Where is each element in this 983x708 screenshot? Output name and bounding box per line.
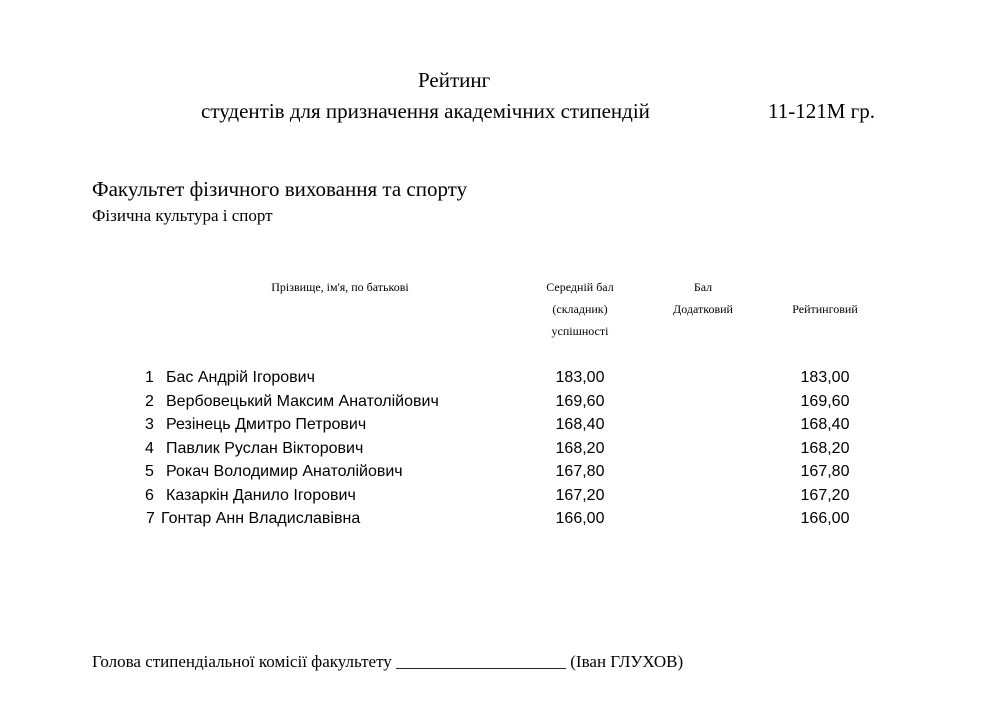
table-row [0,416,983,440]
rating-table-body [0,369,983,534]
table-row [0,487,983,511]
student-name: Гонтар Анн Владиславівна [161,510,361,527]
column-header-average-line3: успішності [551,324,609,338]
average-score: 166,00 [555,510,605,527]
group-label: 11-121М гр. [768,99,875,123]
table-row [0,393,983,417]
row-number: 3 [145,416,154,433]
rating-score: 168,40 [800,416,850,433]
row-number: 2 [145,392,154,410]
row-number: 4 [145,439,154,457]
commission-signature-line: Голова стипендіальної комісії факультету ____________________ (Іван ГЛУХОВ) [92,652,684,671]
average-score: 167,20 [555,486,605,504]
rating-score: 168,20 [800,439,850,457]
row-number: 1 [145,369,154,386]
average-score: 168,40 [555,416,605,433]
table-row [0,440,983,464]
rating-score: 167,20 [800,486,850,504]
specialty-name: Фізична культура і спорт [92,206,273,225]
average-score: 183,00 [555,369,605,386]
column-header-name-text: Прізвище, ім'я, по батькові [271,280,409,294]
student-name: Резінець Дмитро Петрович [166,416,367,433]
student-name: Вербовецький Максим Анатолійович [166,392,439,410]
average-score: 169,60 [555,392,605,410]
row-number: 6 [145,486,154,504]
column-header-average [520,276,640,342]
column-header-bonus-line1: Бал [693,280,713,294]
rating-score: 169,60 [800,392,850,410]
column-header-name [240,276,440,298]
rating-score: 183,00 [800,369,850,386]
column-header-average-line1: Середній бал [546,280,614,294]
row-number: 7 [146,510,155,527]
rating-score: 167,80 [800,463,850,480]
column-header-rating [775,298,875,320]
student-name: Казаркін Данило Ігорович [166,486,356,504]
average-score: 167,80 [555,463,605,480]
document-subtitle: студентів для призначення академічних стипендій [201,99,650,123]
column-header-bonus-line2: Додатковий [673,302,733,316]
table-row [0,369,983,393]
row-number: 5 [145,463,154,480]
student-name: Бас Андрій Ігорович [166,369,315,386]
student-name: Рокач Володимир Анатолійович [166,463,403,480]
document-title: Рейтинг [418,68,491,92]
average-score: 168,20 [555,439,605,457]
rating-score: 166,00 [800,510,850,527]
table-row [0,510,983,534]
column-header-average-line2: (складник) [552,302,608,316]
faculty-name: Факультет фізичного виховання та спорту [92,177,468,201]
student-name: Павлик Руслан Вікторович [166,439,364,457]
column-header-rating-text: Рейтинговий [792,302,858,316]
table-row [0,463,983,487]
column-header-bonus [653,276,753,320]
